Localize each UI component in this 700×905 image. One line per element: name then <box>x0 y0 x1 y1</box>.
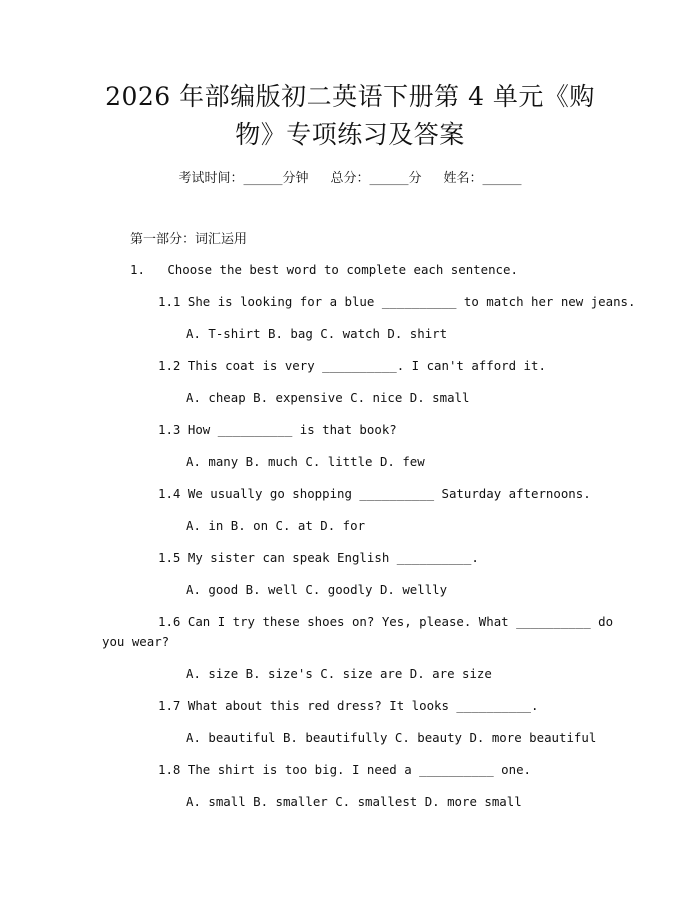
item-options: A. good B. well C. goodly D. wellly <box>186 582 448 597</box>
student-name-field: 姓名：______ <box>443 171 522 186</box>
question-item <box>158 612 613 632</box>
item-options: A. cheap B. expensive C. nice D. small <box>186 390 470 405</box>
item-number: 1.8 <box>158 762 181 777</box>
item-number: 1.1 <box>158 294 181 309</box>
title-line-1: 2026 年部编版初二英语下册第 4 单元《购 <box>105 82 595 111</box>
total-score-field: 总分：______分 <box>330 171 422 186</box>
item-options: A. beautiful B. beautifully C. beauty D. more beautiful <box>186 730 597 745</box>
item-sentence: She is looking for a blue __________ to match her new jeans. <box>187 294 636 309</box>
question-heading <box>130 260 518 280</box>
item-sentence: This coat is very __________. I can't afford it. <box>187 358 546 373</box>
question-item <box>158 292 635 312</box>
item-sentence-continued: you wear? <box>102 634 170 649</box>
question-item <box>158 760 531 780</box>
question-item <box>158 696 538 716</box>
question-instruction: Choose the best word to complete each sentence. <box>167 262 518 277</box>
question-item <box>158 420 397 440</box>
question-item <box>158 356 546 376</box>
question-item <box>158 484 591 504</box>
document-title <box>60 78 640 154</box>
item-number: 1.2 <box>158 358 181 373</box>
item-sentence: The shirt is too big. I need a __________ one. <box>187 762 532 777</box>
item-options: A. T-shirt B. bag C. watch D. shirt <box>186 326 448 341</box>
item-number: 1.4 <box>158 486 181 501</box>
exam-time-field: 考试时间：______分钟 <box>178 171 309 186</box>
item-number: 1.7 <box>158 698 181 713</box>
item-options: A. in B. on C. at D. for <box>186 518 366 533</box>
item-options: A. many B. much C. little D. few <box>186 454 425 469</box>
exam-meta <box>0 169 700 189</box>
title-line-2: 物》专项练习及答案 <box>235 120 465 149</box>
item-number: 1.6 <box>158 614 181 629</box>
item-sentence: What about this red dress? It looks __________. <box>187 698 539 713</box>
item-sentence: We usually go shopping __________ Saturday afternoons. <box>187 486 591 501</box>
item-sentence: Can I try these shoes on? Yes, please. What __________ do <box>187 614 614 629</box>
item-sentence: How __________ is that book? <box>187 422 397 437</box>
item-number: 1.5 <box>158 550 181 565</box>
item-options: A. size B. size's C. size are D. are size <box>186 666 492 681</box>
item-number: 1.3 <box>158 422 181 437</box>
question-item <box>158 548 479 568</box>
question-number: 1. <box>130 262 145 277</box>
item-options: A. small B. smaller C. smallest D. more small <box>186 794 522 809</box>
item-sentence: My sister can speak English __________. <box>187 550 479 565</box>
section-heading: 第一部分：词汇运用 <box>130 232 248 247</box>
